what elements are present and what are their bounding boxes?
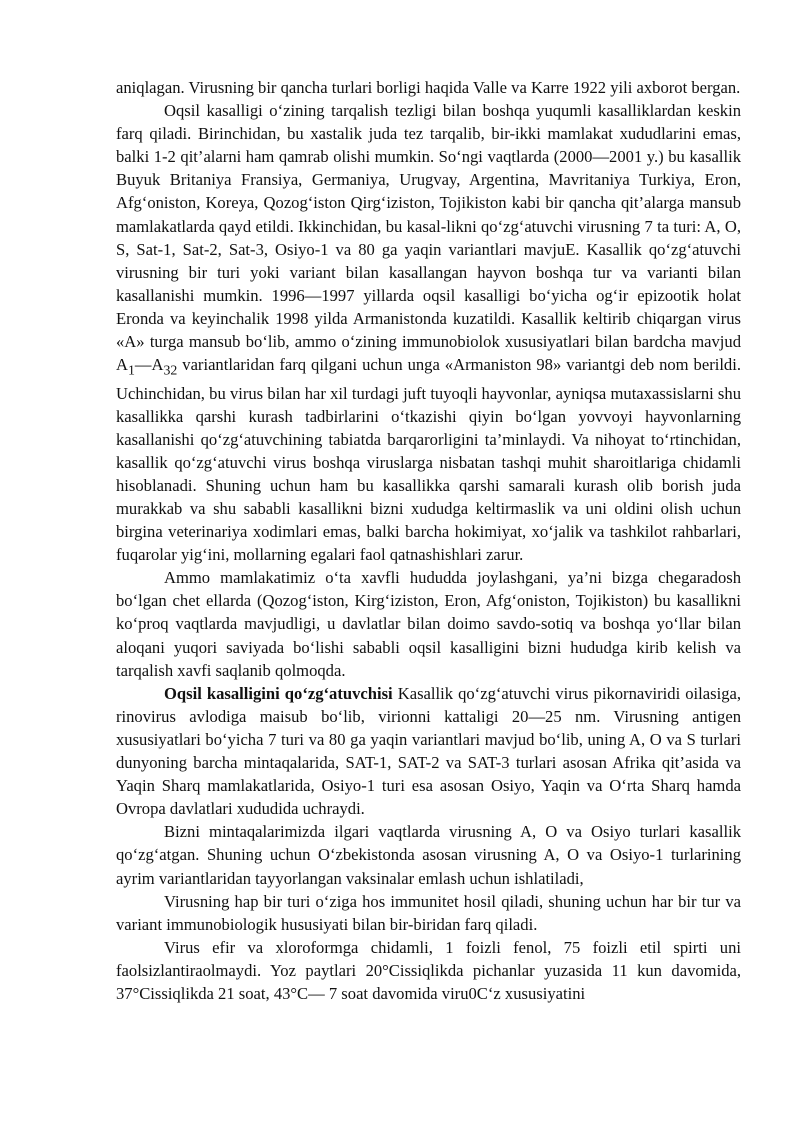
paragraph-6: Virusning hap bir turi o‘ziga hos immunitet hosil qiladi, shuning uchun har bir tur va variant immunobiologik hususiyati bilan bir-biridan farq qiladi. <box>116 891 741 934</box>
paragraph-3: Ammo mamlakatimiz o‘ta xavfli hududda joylashgani, ya’ni bizga chegaradosh bo‘lgan chet ellarda (Qozog‘iston, Kirg‘iziston, Eron, Afg‘oniston, Tojikiston) bu kasallikni ko‘proq vaqtlarda mavjudligi, u davlatlar bilan doimo savdo-sotiq va boshqa yo‘llar bilan aloqani yuqori saviyada bo‘lishi sababli oqsil kasalligini bizni hududga kirib kelish va tarqalish xavfi saqlanib qolmoqda. <box>116 568 741 680</box>
paragraph-5: Bizni mintaqalarimizda ilgari vaqtlarda virusning A, O va Osiyo turlari kasallik qo‘zg‘atgan. Shuning uchun O‘zbekistonda asosan virusning A, O va Osiyo-1 turlarining ayrim variantlaridan tayyorlangan vaksinalar emlash uchun ishlatiladi, <box>116 822 741 888</box>
paragraph-2-dash: —A <box>134 355 164 375</box>
document-page <box>116 76 741 1005</box>
paragraph-2-text-a: Oqsil kasalligi o‘zining tarqalish tezligi bilan boshqa yuqumli kasalliklardan keskin farq qiladi. Birinchidan, bu xastalik juda tez tarqalib, bir-ikki mamlakat xududlarini emas, balki 1-2 qit’alarni ham qamrab olishi mumkin. So‘ngi vaqtlarda (2000—2001 y.) bu kasallik Buyuk Britaniya Fransiya, Germaniya, Urugvay, Argentina, Mavritaniya Turkiya, Eron, Afg‘oniston, Koreya, Qozog‘iston Qirg‘iziston, Tojikiston kabi bir qancha qit’alarga mansub mamlakatlarda qayd etildi. Ikkinchidan, bu kasal-likni qo‘zg‘atuvchi virusning 7 ta turi: A, O, S, Sat-1, Sat-2, Sat-3, Osiyo-1 va 80 ga yaqin variantlari mavjuE. Kasallik qo‘zg‘atuvchi virusning bir turi yoki variant bilan kasallangan hayvon boshqa tur va varianti bilan kasallanishi mumkin. 1996—1997 yillarda oqsil kasalligi bo‘yicha og‘ir epizootik holat Eronda va keyinchalik 1998 yilda Armanistonda kuzatildi. Kasallik keltirib chiqargan virus «A» turga mansub bo‘lib, ammo o‘zining immunobiolok xususiyatlari bilan bardcha mavjud A <box>116 101 741 375</box>
paragraph-4-text: Kasallik qo‘zg‘atuvchi virus pikornaviridi oilasiga, rinovirus avlodiga maisub bo‘lib, virionni kattaligi 20—25 nm. Virusning antigen xususiyatlari bo‘yicha 7 turi va 80 ga yaqin variantlari mavjud bo‘lib, uning A, O va S turlari dunyoning barcha mintaqalarida, SAT-1, SAT-2 va SAT-3 turlari asosan Afrika qit’asida va Yaqin Sharq mamlakatlarida, Osiyo-1 turi esa asosan Osiyo, Yaqin va O‘rta Sharq hamda Ovropa davlatlari xududida uchraydi. <box>116 683 741 819</box>
paragraph-4 <box>116 682 741 821</box>
section-heading: Oqsil kasalligini qo‘zg‘atuvchisi <box>164 683 393 703</box>
paragraph-1: aniqlagan. Virusning bir qancha turlari borligi haqida Valle va Karre 1922 yili axborot bergan. <box>116 78 741 97</box>
paragraph-2 <box>116 99 741 566</box>
paragraph-7: Virus efir va xloroformga chidamli, 1 foizli fenol, 75 foizli etil spirti uni faolsizlantiraolmaydi. Yoz paytlari 20°Cissiqlikda pichanlar yuzasida 11 kun davomida, 37°Cissiqlikda 21 soat, 43°C— 7 soat davomida viru0C‘z xususiyatini <box>116 937 741 1003</box>
paragraph-2-text-b: variantlaridan farq qilgani uchun unga «Armaniston 98» variantgi deb nom berildi. Uchinchidan, bu virus bilan har xil turdagi juft tuyoqli hayvonlar, ayniqsa mutaxassislarni shu kasallikka qarshi kurash tadbirlarini o‘tkazishi qiyin bo‘lgan yovvoyi hayvonlarning kasallanishi qo‘zg‘atuvchining tabiatda barqarorligini ta’minlaydi. Va nihoyat to‘rtinchidan, kasallik qo‘zg‘atuvchi virus boshqa viruslarga nisbatan tashqi muhit sharoitlariga chidamli hisoblanadi. Shuning uchun ham bu kasallikka qarshi samarali kurash olib borish juda murakkab va shu sababli kasallikni bizni xududga keltirmaslik va uni oldini olish uchun birgina veterinariya xodimlari emas, balki barcha hokimiyat, xo‘jalik va tashkilot rahbarlari, fuqarolar yig‘ini, mollarning egalari faol qatnashishlari zarur. <box>116 355 741 565</box>
subscript-32: 32 <box>163 362 178 378</box>
subscript-1: 1 <box>127 362 135 378</box>
